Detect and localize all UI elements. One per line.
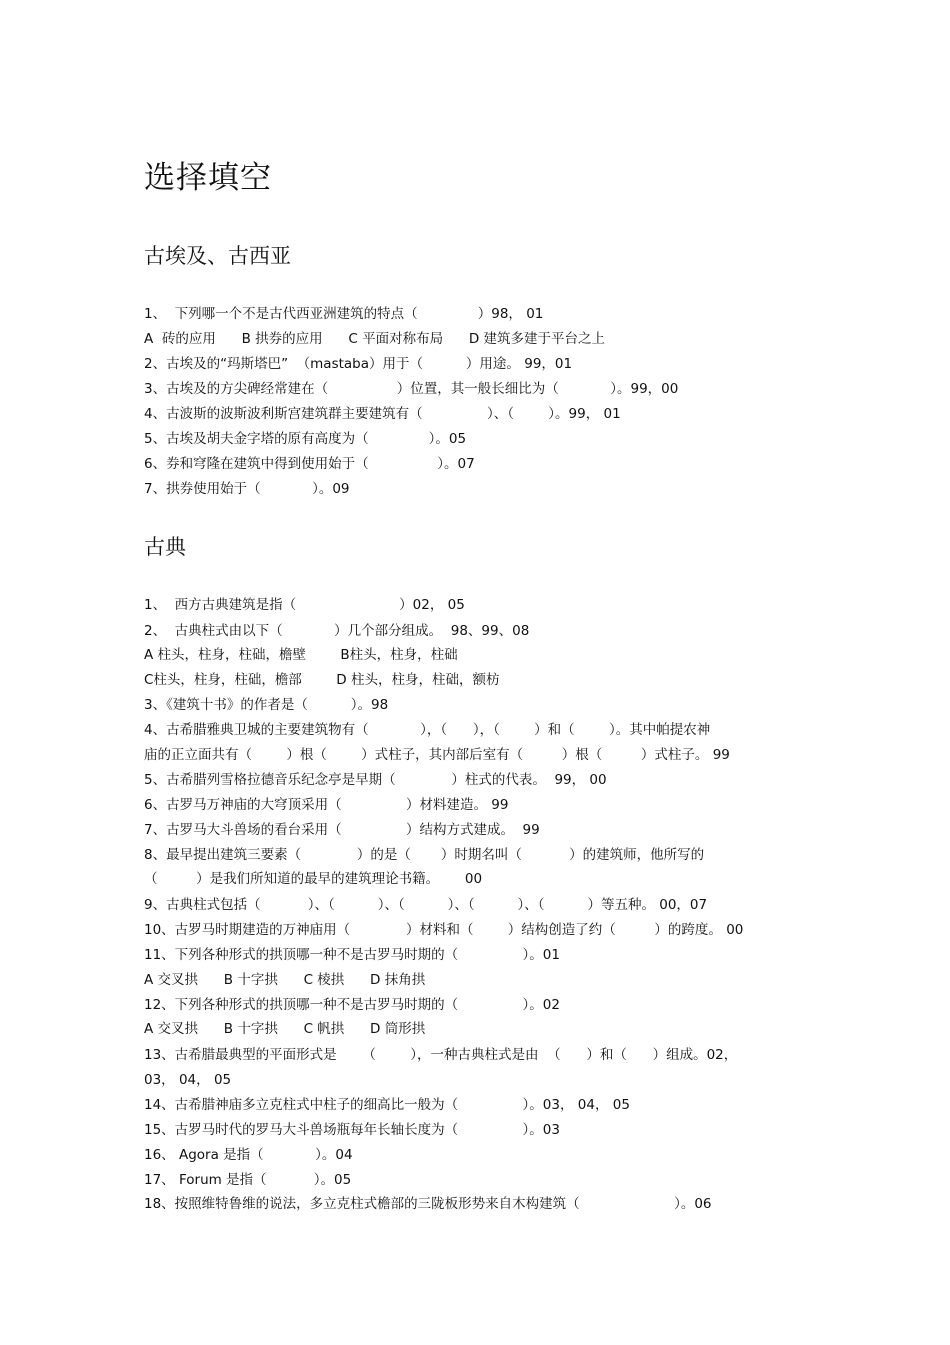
question-line: 4、古希腊雅典卫城的主要建筑物有（ ），（ ），（ ）和（ ）。其中帕提农神 xyxy=(144,722,711,738)
question-line: 18、按照维特鲁维的说法，多立克柱式檐部的三陇板形势来自木构建筑（ ）。06 xyxy=(144,1196,712,1212)
question-line: 10、古罗马时期建造的万神庙用（ ）材料和（ ）结构创造了约（ ）的跨度。 00 xyxy=(144,922,744,938)
section-heading-egypt-westasia: 古埃及、古西亚 xyxy=(144,244,291,268)
question-line: A 柱头，柱身，柱础，檐壁 B柱头，柱身，柱础 xyxy=(144,647,458,663)
question-line: 7、拱券使用始于（ ）。09 xyxy=(144,481,350,497)
question-line: 03， 04， 05 xyxy=(144,1072,232,1088)
page-title: 选择填空 xyxy=(144,160,272,196)
question-line: 2、古埃及的“玛斯塔巴” （mastaba）用于（ ）用途。 99，01 xyxy=(144,356,573,372)
question-line: 14、古希腊神庙多立克柱式中柱子的细高比一般为（ ）。03， 04， 05 xyxy=(144,1097,630,1113)
question-line: 6、券和穹隆在建筑中得到使用始于（ ）。07 xyxy=(144,456,475,472)
question-line: 5、古希腊列雪格拉德音乐纪念亭是早期（ ）柱式的代表。 99， 00 xyxy=(144,772,607,788)
question-line: 17、 Forum 是指（ ）。05 xyxy=(144,1172,352,1188)
question-line: 15、古罗马时代的罗马大斗兽场瓶每年长轴长度为（ ）。03 xyxy=(144,1122,560,1138)
question-line: 5、古埃及胡夫金字塔的原有高度为（ ）。05 xyxy=(144,431,467,447)
question-line: 2、 古典柱式由以下（ ）几个部分组成。 98、99、08 xyxy=(144,623,530,639)
question-line: C柱头，柱身，柱础，檐部 D 柱头，柱身，柱础，额枋 xyxy=(144,672,500,688)
answer-options: A 交叉拱 B 十字拱 C 棱拱 D 抹角拱 xyxy=(144,972,426,988)
question-line: 4、古波斯的波斯波利斯宫建筑群主要建筑有（ ）、（ ）。99， 01 xyxy=(144,406,621,422)
question-line: 9、古典柱式包括（ ）、（ ）、（ ）、（ ）、（ ）等五种。 00，07 xyxy=(144,897,708,913)
section-heading-classical: 古典 xyxy=(144,535,186,559)
answer-options: A 交叉拱 B 十字拱 C 帆拱 D 筒形拱 xyxy=(144,1021,426,1037)
question-line: A 砖的应用 B 拱券的应用 C 平面对称布局 D 建筑多建于平台之上 xyxy=(144,331,606,347)
question-line: 16、 Agora 是指（ ）。04 xyxy=(144,1147,353,1163)
question-line: 6、古罗马万神庙的大穹顶采用（ ）材料建造。 99 xyxy=(144,797,509,813)
question-line: 1、 西方古典建筑是指（ ）02， 05 xyxy=(144,597,465,613)
question-line: 1、 下列哪一个不是古代西亚洲建筑的特点（ ）98， 01 xyxy=(144,306,544,322)
question-line: 12、下列各种形式的拱顶哪一种不是古罗马时期的（ ）。02 xyxy=(144,997,560,1013)
question-line: 8、最早提出建筑三要素（ ）的是（ ）时期名叫（ ）的建筑师，他所写的 xyxy=(144,847,705,863)
question-line: 11、下列各种形式的拱顶哪一种不是古罗马时期的（ ）。01 xyxy=(144,947,560,963)
question-line: （ ）是我们所知道的最早的建筑理论书籍。 00 xyxy=(144,871,483,887)
question-line: 7、古罗马大斗兽场的看台采用（ ）结构方式建成。 99 xyxy=(144,822,540,838)
question-line: 3、《建筑十书》的作者是（ ）。98 xyxy=(144,697,389,713)
question-line: 13、古希腊最典型的平面形式是 （ ），一种古典柱式是由 （ ）和（ ）组成。02， xyxy=(144,1047,738,1063)
question-line: 3、古埃及的方尖碑经常建在（ ）位置，其一般长细比为（ ）。99，00 xyxy=(144,381,679,397)
question-line: 庙的正立面共有（ ）根（ ）式柱子，其内部后室有（ ）根（ ）式柱子。 99 xyxy=(144,747,730,763)
